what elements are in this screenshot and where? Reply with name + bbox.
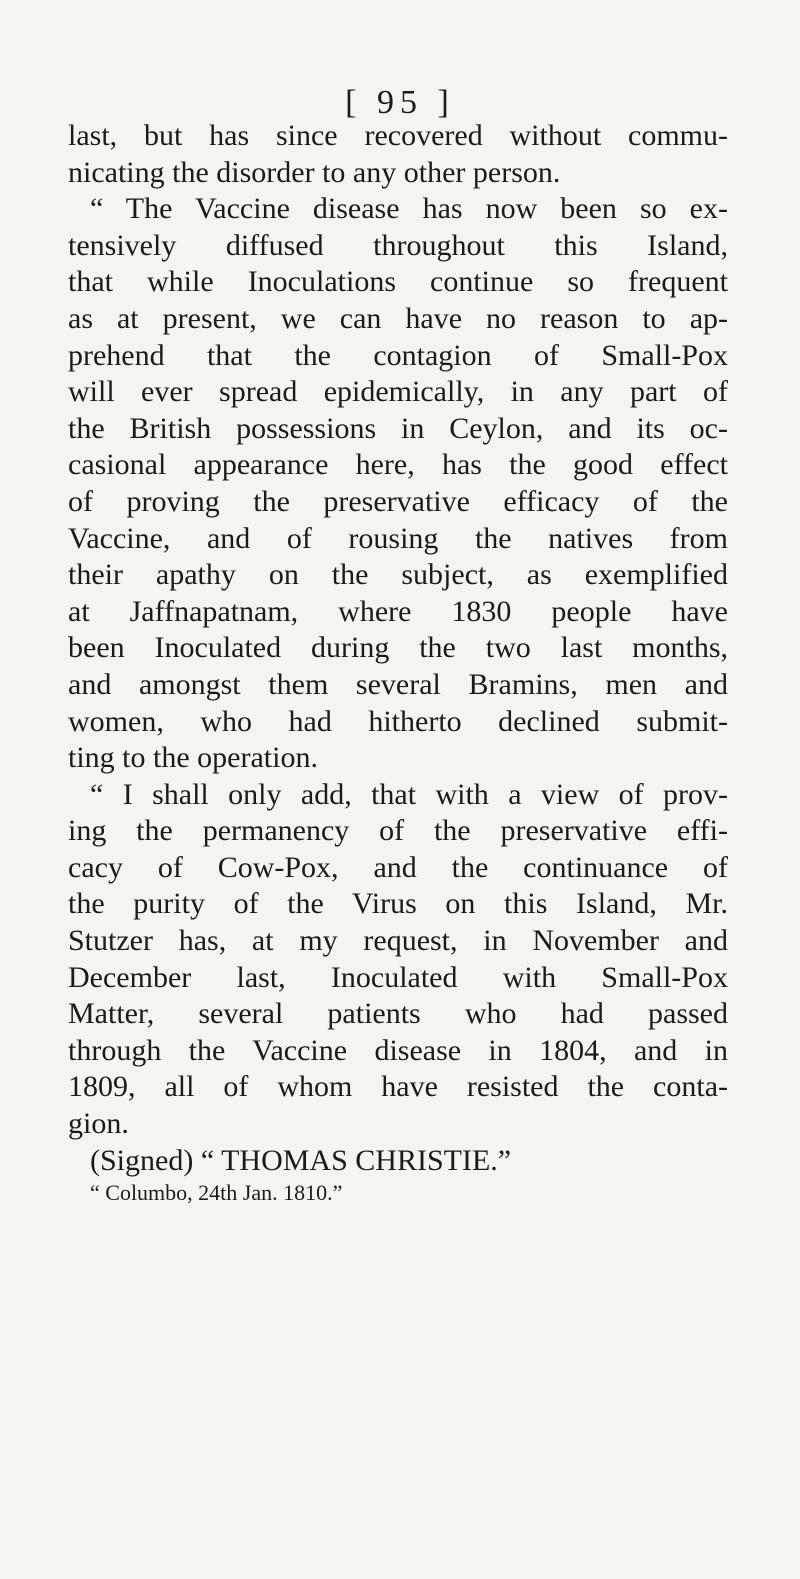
text-line: the British possessions in Ceylon, and its oc-	[68, 411, 728, 445]
text-line: gion.	[68, 1107, 129, 1141]
text-line: nicating the disorder to any other person.	[68, 155, 561, 189]
text-line: ting to the operation.	[68, 741, 318, 775]
text-line: “ The Vaccine disease has now been so ex-	[90, 192, 728, 226]
text-line: “ I shall only add, that with a view of prov-	[90, 777, 728, 811]
text-line: last, but has since recovered without commu-	[68, 119, 728, 152]
dateline: “ Columbo, 24th Jan. 1810.”	[90, 1179, 343, 1205]
body-text	[68, 118, 728, 1207]
text-line: prehend that the contagion of Small-Pox	[68, 338, 728, 372]
text-line: Matter, several patients who had passed	[68, 997, 728, 1031]
text-line: as at present, we can have no reason to ap-	[68, 301, 728, 335]
text-line: will ever spread epidemically, in any part of	[68, 375, 728, 409]
text-line: the purity of the Virus on this Island, Mr.	[68, 887, 728, 921]
paragraph-vaccine-disease	[68, 191, 728, 777]
text-line: 1809, all of whom have resisted the conta-	[68, 1070, 728, 1104]
text-line: ing the permanency of the preservative effi-	[68, 814, 728, 848]
page-number: [ 95 ]	[345, 84, 455, 121]
text-line: and amongst them several Bramins, men and	[68, 667, 728, 701]
text-line: women, who had hitherto declined submit-	[68, 704, 728, 738]
text-line: their apathy on the subject, as exemplified	[68, 558, 728, 592]
text-line: that while Inoculations continue so frequent	[68, 265, 728, 299]
text-line: at Jaffnapatnam, where 1830 people have	[68, 594, 728, 628]
text-line: through the Vaccine disease in 1804, and in	[68, 1033, 728, 1067]
text-line: December last, Inoculated with Small-Pox	[68, 960, 728, 994]
paragraph-cow-pox	[68, 777, 728, 1143]
paragraph-continuation	[68, 118, 728, 191]
text-line: cacy of Cow-Pox, and the continuance of	[68, 850, 728, 884]
text-line: Vaccine, and of rousing the natives from	[68, 521, 728, 555]
text-line: tensively diffused throughout this Island,	[68, 228, 728, 262]
text-line: been Inoculated during the two last months,	[68, 631, 728, 665]
text-line: Stutzer has, at my request, in November and	[68, 924, 728, 958]
text-line: casional appearance here, has the good effect	[68, 448, 728, 482]
text-line: of proving the preservative efficacy of the	[68, 484, 728, 518]
signature-line: (Signed) “ THOMAS CHRISTIE.”	[90, 1143, 512, 1177]
